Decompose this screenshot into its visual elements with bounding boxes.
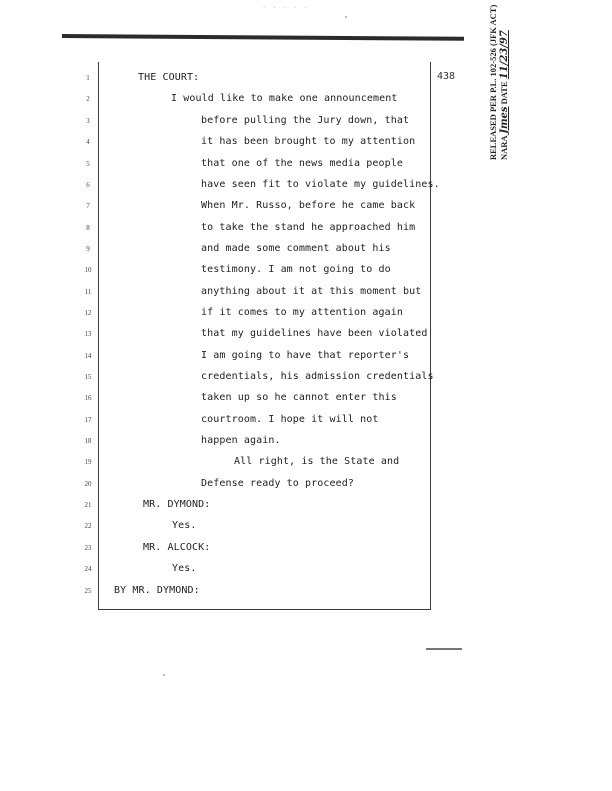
- line-number: 6: [86, 181, 90, 189]
- transcript-line: if it comes to my attention again: [201, 307, 403, 318]
- transcript-line: taken up so he cannot enter this: [201, 392, 397, 403]
- transcript-line: anything about it at this moment but: [201, 286, 422, 297]
- release-stamp: [452, 4, 510, 160]
- line-number: 19: [84, 458, 92, 466]
- transcript-line: that one of the news media people: [201, 158, 403, 169]
- line-number: 15: [84, 373, 92, 381]
- line-number: 16: [84, 394, 92, 402]
- transcript-line: When Mr. Russo, before he came back: [201, 200, 416, 211]
- line-number: 9: [86, 245, 90, 253]
- transcript-line: it has been brought to my attention: [201, 136, 416, 147]
- scan-speck: [163, 674, 165, 676]
- examination-label: BY MR. DYMOND:: [114, 585, 200, 596]
- line-number: 21: [84, 501, 92, 509]
- transcript-line: Defense ready to proceed?: [201, 478, 355, 489]
- speaker-label: MR. DYMOND:: [143, 499, 211, 510]
- line-number: 10: [84, 266, 92, 274]
- line-number: 11: [84, 288, 92, 296]
- line-number: 7: [86, 202, 90, 210]
- line-number: 12: [84, 309, 92, 317]
- line-number: 4: [86, 138, 90, 146]
- release-stamp-line: RELEASED PER P.L. 102-526 (JFK ACT): [488, 4, 498, 160]
- transcript-line: Yes.: [172, 563, 197, 574]
- line-number: 5: [86, 160, 90, 168]
- line-number: 23: [84, 544, 92, 552]
- transcript-line: to take the stand he approached him: [201, 222, 416, 233]
- top-rule: [62, 34, 464, 41]
- transcript-line: credentials, his admission credentials: [201, 371, 434, 382]
- scan-mark: [426, 648, 462, 650]
- transcript-line: happen again.: [201, 435, 281, 446]
- release-date: 11/23/97: [499, 30, 510, 80]
- transcript-line: have seen fit to violate my guidelines.: [201, 179, 440, 190]
- release-stamp-nara: [499, 30, 510, 160]
- line-number: 1: [86, 74, 90, 82]
- line-number: 13: [84, 330, 92, 338]
- transcript-line: and made some comment about his: [201, 243, 391, 254]
- line-number: 3: [86, 117, 90, 125]
- transcript-line: courtroom. I hope it will not: [201, 414, 379, 425]
- nara-label: NARA: [499, 135, 509, 160]
- transcript-line: I would like to make one announcement: [171, 93, 398, 104]
- transcript-line: before pulling the Jury down, that: [201, 115, 410, 126]
- transcript-line: testimony. I am not going to do: [201, 264, 391, 275]
- line-number: 2: [86, 95, 90, 103]
- transcript-line: I am going to have that reporter's: [201, 350, 410, 361]
- line-number: 22: [84, 522, 92, 530]
- line-number: 18: [84, 437, 92, 445]
- transcript-line: that my guidelines have been violated: [201, 328, 428, 339]
- scan-speck: [345, 16, 347, 18]
- line-number: 8: [86, 224, 90, 232]
- line-number: 20: [84, 480, 92, 488]
- speaker-label: THE COURT:: [138, 72, 200, 83]
- nara-initials: Jmes: [499, 106, 510, 134]
- line-number: 17: [84, 416, 92, 424]
- line-number: 24: [84, 565, 92, 573]
- transcript-line: Yes.: [172, 520, 197, 531]
- date-label: DATE: [499, 81, 509, 105]
- speaker-label: MR. ALCOCK:: [143, 542, 211, 553]
- line-number: 25: [84, 587, 92, 595]
- transcript-line: All right, is the State and: [234, 456, 400, 467]
- line-number: 14: [84, 352, 92, 360]
- scan-smudge: · · · · ·: [262, 4, 309, 12]
- page-number: 438: [437, 71, 456, 82]
